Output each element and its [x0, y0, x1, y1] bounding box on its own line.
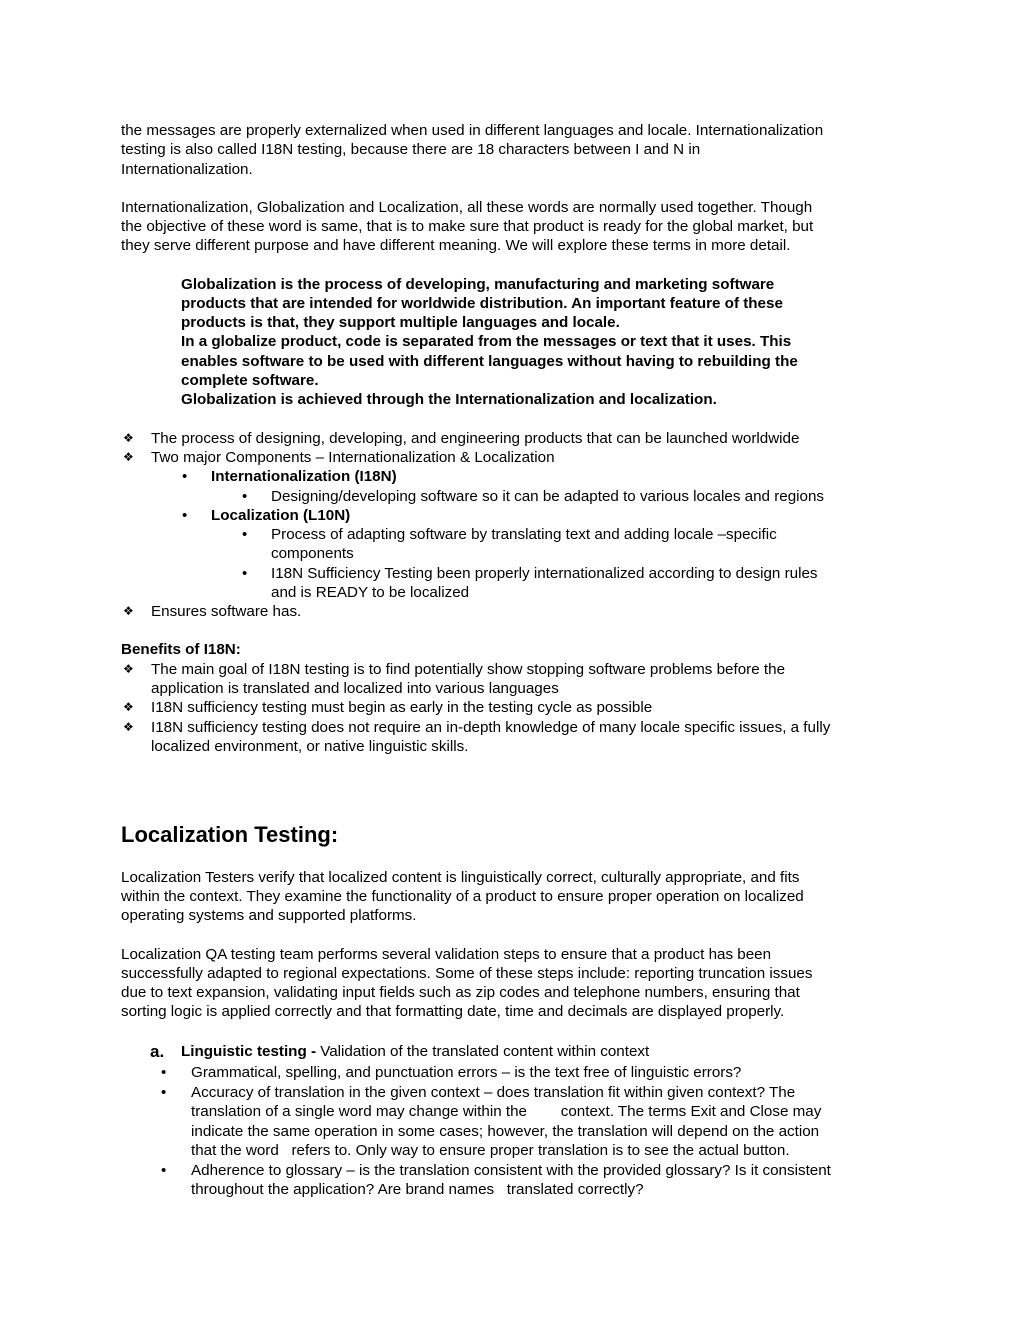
linguistic-bullet-2-line-2: translation of a single word may change within the context. The terms Exit and Close may	[191, 1103, 822, 1120]
sub1-point: Designing/developing software so it can be adapted to various locales and regions	[271, 488, 825, 505]
linguistic-bullet-1: Grammatical, spelling, and punctuation errors – is the text free of linguistic errors?	[191, 1064, 742, 1081]
globalization-line-4: In a globalize product, code is separated from the messages or text that it uses. This	[181, 333, 792, 350]
loc-p1-line-3: operating systems and supported platforms.	[121, 907, 417, 924]
globalization-line-2: products that are intended for worldwide distribution. An important feature of these	[181, 295, 783, 312]
globalization-line-6: complete software.	[181, 372, 319, 389]
loc-p1-line-2: within the context. They examine the functionality of a product to ensure proper operation on localized	[121, 888, 804, 905]
benefit-1-line-2: application is translated and localized into various languages	[151, 680, 559, 697]
diamond-bullet-icon: ❖	[123, 431, 134, 445]
component-item-1: The process of designing, developing, and engineering products that can be launched worldwide	[151, 430, 800, 447]
benefits-heading: Benefits of I18N:	[121, 641, 241, 658]
para2-line-3: they serve different purpose and have different meaning. We will explore these terms in more detail.	[121, 237, 791, 254]
sub2-point1-line1: Process of adapting software by translating text and adding locale –specific	[271, 526, 777, 543]
dot-bullet-icon: •	[161, 1162, 167, 1179]
sub2-title: Localization (L10N)	[211, 507, 351, 524]
globalization-line-3: products is that, they support multiple languages and locale.	[181, 314, 620, 331]
benefit-2: I18N sufficiency testing must begin as early in the testing cycle as possible	[151, 699, 653, 716]
list-letter-a: a.	[150, 1042, 165, 1061]
intro-line-2: testing is also called I18N testing, because there are 18 characters between I and N in	[121, 141, 701, 158]
loc-p2-line-4: sorting logic is applied correctly and that formatting date, time and decimals are displayed properly.	[121, 1003, 785, 1020]
linguistic-testing-desc: Validation of the translated content within context	[316, 1043, 650, 1060]
diamond-bullet-icon: ❖	[123, 604, 134, 618]
para2-line-2: the objective of these word is same, that is to make sure that product is ready for the global market, but	[121, 218, 814, 235]
linguistic-bullet-2-line-1: Accuracy of translation in the given context – does translation fit within given context? The	[191, 1084, 796, 1101]
dot-bullet-icon: •	[242, 565, 248, 582]
dot-bullet-icon: •	[242, 526, 248, 543]
loc-p2-line-1: Localization QA testing team performs several validation steps to ensure that a product has been	[121, 946, 772, 963]
sub1-title: Internationalization (I18N)	[211, 468, 397, 485]
intro-line-3: Internationalization.	[121, 161, 253, 178]
linguistic-bullet-3-line-1: Adherence to glossary – is the translation consistent with the provided glossary? Is it consistent	[191, 1162, 831, 1179]
diamond-bullet-icon: ❖	[123, 450, 134, 464]
benefit-1-line-1: The main goal of I18N testing is to find potentially show stopping software problems before the	[151, 661, 786, 678]
intro-line-1: the messages are properly externalized when used in different languages and locale. Internationalization	[121, 122, 824, 139]
benefit-3-line-1: I18N sufficiency testing does not require an in-depth knowledge of many locale specific issues, a fully	[151, 719, 831, 736]
dot-bullet-icon: •	[182, 507, 188, 524]
linguistic-testing-item	[181, 1042, 649, 1061]
linguistic-bullet-2-line-4: that the word refers to. Only way to ensure proper translation is to see the actual button.	[191, 1142, 790, 1159]
globalization-line-5: enables software to be used with different languages without having to rebuilding the	[181, 353, 798, 370]
linguistic-bullet-2-line-3: indicate the same operation in some cases; however, the translation will depend on the action	[191, 1123, 820, 1140]
globalization-line-7: Globalization is achieved through the Internationalization and localization.	[181, 391, 717, 408]
sub2-point1-line2: components	[271, 545, 354, 562]
diamond-bullet-icon: ❖	[123, 720, 134, 734]
component-item-2: Two major Components – Internationalization & Localization	[151, 449, 555, 466]
diamond-bullet-icon: ❖	[123, 700, 134, 714]
dot-bullet-icon: •	[242, 488, 248, 505]
dot-bullet-icon: •	[161, 1084, 167, 1101]
para2-line-1: Internationalization, Globalization and Localization, all these words are normally used together. Though	[121, 199, 813, 216]
loc-p2-line-3: due to text expansion, validating input fields such as zip codes and telephone numbers, ensuring that	[121, 984, 800, 1001]
section-heading: Localization Testing:	[121, 822, 339, 847]
dot-bullet-icon: •	[182, 468, 188, 485]
loc-p2-line-2: successfully adapted to regional expectations. Some of these steps include: reporting truncation issues	[121, 965, 813, 982]
sub2-point2-line1: I18N Sufficiency Testing been properly internationalized according to design rules	[271, 565, 818, 582]
globalization-line-1: Globalization is the process of developing, manufacturing and marketing software	[181, 276, 775, 293]
linguistic-testing-title: Linguistic testing -	[181, 1043, 316, 1060]
benefit-3-line-2: localized environment, or native linguistic skills.	[151, 738, 469, 755]
sub2-point2-line2: and is READY to be localized	[271, 584, 470, 601]
component-item-3: Ensures software has.	[151, 603, 302, 620]
diamond-bullet-icon: ❖	[123, 662, 134, 676]
dot-bullet-icon: •	[161, 1064, 167, 1081]
loc-p1-line-1: Localization Testers verify that localized content is linguistically correct, culturally appropriate, and fits	[121, 869, 800, 886]
linguistic-bullet-3-line-2: throughout the application? Are brand names translated correctly?	[191, 1181, 644, 1198]
